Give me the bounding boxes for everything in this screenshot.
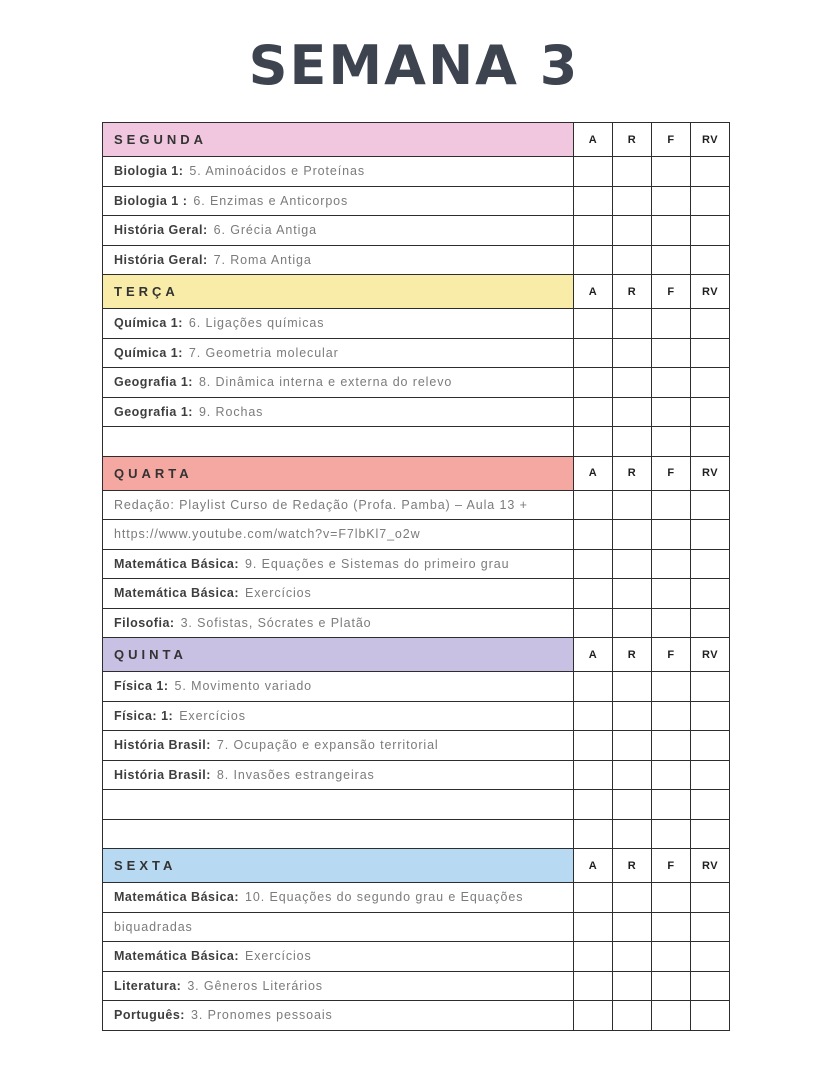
course-label: Biologia 1: <box>114 164 184 179</box>
check-cell-rv[interactable] <box>690 246 729 275</box>
check-cell-f[interactable] <box>651 491 690 520</box>
lesson-text: 9. Equações e Sistemas do primeiro grau <box>245 556 510 571</box>
check-cell-a[interactable] <box>573 761 612 790</box>
check-column-header-r: R <box>612 457 651 490</box>
check-cell-rv[interactable] <box>690 942 729 971</box>
check-cell-a[interactable] <box>573 309 612 338</box>
day-label-cell-quarta <box>103 457 573 490</box>
task-cell <box>103 761 573 790</box>
task-cell <box>103 820 573 849</box>
check-cell-f[interactable] <box>651 883 690 912</box>
lesson-text: 3. Sofistas, Sócrates e Platão <box>180 615 372 630</box>
day-header-row-segunda <box>103 123 729 157</box>
check-cell-r[interactable] <box>612 1001 651 1030</box>
check-cell-r[interactable] <box>612 609 651 638</box>
check-cell-r[interactable] <box>612 790 651 819</box>
check-column-header-rv: RV <box>690 849 729 882</box>
check-column-header-f: F <box>651 849 690 882</box>
course-label: Física 1: <box>114 679 169 694</box>
task-row <box>103 491 729 521</box>
check-cell-r[interactable] <box>612 942 651 971</box>
task-cell <box>103 579 573 608</box>
course-label: Biologia 1 : <box>114 193 188 208</box>
check-cell-rv[interactable] <box>690 309 729 338</box>
check-cell-rv[interactable] <box>690 731 729 760</box>
check-cell-f[interactable] <box>651 972 690 1001</box>
check-cell-rv[interactable] <box>690 520 729 549</box>
task-cell <box>103 520 573 549</box>
task-row <box>103 550 729 580</box>
check-cell-f[interactable] <box>651 368 690 397</box>
task-row <box>103 309 729 339</box>
check-cell-a[interactable] <box>573 157 612 186</box>
check-column-header-a: A <box>573 275 612 308</box>
check-cell-r[interactable] <box>612 972 651 1001</box>
check-cell-f[interactable] <box>651 246 690 275</box>
task-cell <box>103 187 573 216</box>
check-cell-rv[interactable] <box>690 702 729 731</box>
course-label: Português: <box>114 1008 185 1023</box>
check-cell-rv[interactable] <box>690 609 729 638</box>
task-cell <box>103 216 573 245</box>
check-cell-f[interactable] <box>651 579 690 608</box>
lesson-text: 5. Movimento variado <box>174 679 313 694</box>
check-cell-f[interactable] <box>651 790 690 819</box>
check-column-header-rv: RV <box>690 638 729 671</box>
task-cell <box>103 731 573 760</box>
check-column-header-rv: RV <box>690 457 729 490</box>
course-label: Geografia 1: <box>114 404 193 419</box>
check-cell-rv[interactable] <box>690 790 729 819</box>
check-cell-rv[interactable] <box>690 398 729 427</box>
task-row <box>103 1001 729 1030</box>
check-cell-rv[interactable] <box>690 427 729 456</box>
check-column-header-a: A <box>573 638 612 671</box>
day-label-cell-sexta <box>103 849 573 882</box>
check-cell-rv[interactable] <box>690 339 729 368</box>
task-cell <box>103 972 573 1001</box>
check-cell-a[interactable] <box>573 972 612 1001</box>
task-row <box>103 702 729 732</box>
check-cell-rv[interactable] <box>690 368 729 397</box>
lesson-text: 7. Ocupação e expansão territorial <box>216 738 439 753</box>
check-cell-r[interactable] <box>612 913 651 942</box>
task-cell <box>103 246 573 275</box>
day-label-segunda: SEGUNDA <box>114 132 208 147</box>
lesson-text: 5. Aminoácidos e Proteínas <box>189 164 365 179</box>
check-cell-r[interactable] <box>612 883 651 912</box>
day-header-row-terca <box>103 275 729 309</box>
check-cell-r[interactable] <box>612 731 651 760</box>
check-cell-f[interactable] <box>651 1001 690 1030</box>
check-cell-r[interactable] <box>612 427 651 456</box>
check-cell-f[interactable] <box>651 520 690 549</box>
check-cell-r[interactable] <box>612 761 651 790</box>
lesson-text: 6. Grécia Antiga <box>213 223 317 238</box>
check-cell-r[interactable] <box>612 520 651 549</box>
check-cell-r[interactable] <box>612 820 651 849</box>
check-cell-a[interactable] <box>573 216 612 245</box>
task-row <box>103 820 729 850</box>
lesson-text: Exercícios <box>245 586 312 601</box>
check-cell-r[interactable] <box>612 157 651 186</box>
task-row <box>103 972 729 1002</box>
lesson-text: 10. Equações do segundo grau e Equações <box>245 890 524 905</box>
check-cell-rv[interactable] <box>690 1001 729 1030</box>
day-header-row-sexta <box>103 849 729 883</box>
check-cell-f[interactable] <box>651 702 690 731</box>
task-row <box>103 246 729 276</box>
task-cell <box>103 339 573 368</box>
check-cell-f[interactable] <box>651 309 690 338</box>
task-row <box>103 339 729 369</box>
check-cell-f[interactable] <box>651 609 690 638</box>
lesson-text: biquadradas <box>114 919 193 934</box>
day-label-quinta: QUINTA <box>114 647 187 662</box>
check-cell-a[interactable] <box>573 1001 612 1030</box>
check-cell-a[interactable] <box>573 246 612 275</box>
check-cell-a[interactable] <box>573 913 612 942</box>
course-label: História Geral: <box>114 223 208 238</box>
check-column-header-a: A <box>573 457 612 490</box>
check-cell-r[interactable] <box>612 702 651 731</box>
check-cell-f[interactable] <box>651 820 690 849</box>
check-column-header-f: F <box>651 123 690 156</box>
task-row <box>103 883 729 913</box>
task-row <box>103 398 729 428</box>
check-cell-rv[interactable] <box>690 187 729 216</box>
course-label: História Brasil: <box>114 767 211 782</box>
check-cell-a[interactable] <box>573 579 612 608</box>
check-cell-a[interactable] <box>573 491 612 520</box>
check-cell-a[interactable] <box>573 427 612 456</box>
check-cell-rv[interactable] <box>690 883 729 912</box>
check-cell-rv[interactable] <box>690 157 729 186</box>
task-row <box>103 731 729 761</box>
lesson-text: 9. Rochas <box>198 404 264 419</box>
lesson-text: 6. Enzimas e Anticorpos <box>193 193 349 208</box>
task-row <box>103 672 729 702</box>
task-cell <box>103 550 573 579</box>
check-cell-r[interactable] <box>612 550 651 579</box>
lesson-text: https://www.youtube.com/watch?v=F7lbKl7_o2w <box>114 527 421 542</box>
task-row <box>103 427 729 457</box>
check-cell-a[interactable] <box>573 609 612 638</box>
course-label: Matemática Básica: <box>114 890 240 905</box>
day-header-row-quarta <box>103 457 729 491</box>
check-cell-a[interactable] <box>573 672 612 701</box>
task-row <box>103 942 729 972</box>
check-cell-a[interactable] <box>573 520 612 549</box>
check-cell-a[interactable] <box>573 942 612 971</box>
check-cell-f[interactable] <box>651 942 690 971</box>
check-cell-a[interactable] <box>573 731 612 760</box>
check-cell-rv[interactable] <box>690 672 729 701</box>
check-cell-r[interactable] <box>612 491 651 520</box>
day-label-quarta: QUARTA <box>114 465 193 481</box>
task-cell <box>103 427 573 456</box>
task-cell <box>103 157 573 186</box>
task-cell <box>103 790 573 819</box>
check-cell-f[interactable] <box>651 157 690 186</box>
check-column-header-r: R <box>612 849 651 882</box>
task-row <box>103 157 729 187</box>
day-label-sexta: SEXTA <box>114 858 177 873</box>
check-cell-r[interactable] <box>612 339 651 368</box>
check-cell-a[interactable] <box>573 339 612 368</box>
check-cell-r[interactable] <box>612 398 651 427</box>
check-cell-a[interactable] <box>573 398 612 427</box>
check-cell-f[interactable] <box>651 339 690 368</box>
check-cell-f[interactable] <box>651 187 690 216</box>
course-label: Matemática Básica: <box>114 556 240 571</box>
task-cell <box>103 913 573 942</box>
course-label: Física: 1: <box>114 708 174 723</box>
course-label: História Geral: <box>114 252 208 267</box>
task-row <box>103 216 729 246</box>
task-cell <box>103 398 573 427</box>
check-cell-rv[interactable] <box>690 820 729 849</box>
check-cell-r[interactable] <box>612 368 651 397</box>
task-cell <box>103 942 573 971</box>
check-cell-rv[interactable] <box>690 579 729 608</box>
check-cell-a[interactable] <box>573 790 612 819</box>
day-label-terca: TERÇA <box>114 284 179 299</box>
lesson-text: 8. Invasões estrangeiras <box>216 767 375 782</box>
check-cell-a[interactable] <box>573 702 612 731</box>
check-cell-f[interactable] <box>651 731 690 760</box>
check-cell-rv[interactable] <box>690 761 729 790</box>
check-column-header-r: R <box>612 638 651 671</box>
check-cell-r[interactable] <box>612 309 651 338</box>
lesson-text: Redação: Playlist Curso de Redação (Profa. Pamba) – Aula 13 + <box>114 497 528 512</box>
check-cell-f[interactable] <box>651 672 690 701</box>
task-row <box>103 609 729 639</box>
check-cell-rv[interactable] <box>690 550 729 579</box>
course-label: História Brasil: <box>114 738 211 753</box>
check-column-header-f: F <box>651 457 690 490</box>
task-cell <box>103 368 573 397</box>
page-title: SEMANA 3 <box>248 34 580 97</box>
lesson-text: 8. Dinâmica interna e externa do relevo <box>198 375 453 390</box>
task-cell <box>103 1001 573 1030</box>
day-header-row-quinta <box>103 638 729 672</box>
course-label: Matemática Básica: <box>114 586 240 601</box>
lesson-text: 3. Gêneros Literários <box>187 978 323 993</box>
check-cell-f[interactable] <box>651 550 690 579</box>
course-label: Filosofia: <box>114 615 175 630</box>
check-cell-a[interactable] <box>573 187 612 216</box>
check-cell-a[interactable] <box>573 820 612 849</box>
check-cell-r[interactable] <box>612 216 651 245</box>
check-column-header-a: A <box>573 123 612 156</box>
lesson-text: Exercícios <box>179 708 246 723</box>
task-cell <box>103 672 573 701</box>
lesson-text: Exercícios <box>245 949 312 964</box>
check-cell-r[interactable] <box>612 187 651 216</box>
check-cell-f[interactable] <box>651 427 690 456</box>
task-row <box>103 579 729 609</box>
lesson-text: 6. Ligações químicas <box>188 316 325 331</box>
check-column-header-r: R <box>612 123 651 156</box>
check-column-header-a: A <box>573 849 612 882</box>
check-cell-rv[interactable] <box>690 216 729 245</box>
task-cell <box>103 883 573 912</box>
day-label-cell-terca <box>103 275 573 308</box>
check-cell-f[interactable] <box>651 913 690 942</box>
check-cell-f[interactable] <box>651 216 690 245</box>
course-label: Geografia 1: <box>114 375 193 390</box>
check-column-header-f: F <box>651 638 690 671</box>
check-cell-rv[interactable] <box>690 913 729 942</box>
day-label-cell-quinta <box>103 638 573 671</box>
course-label: Literatura: <box>114 978 182 993</box>
check-cell-a[interactable] <box>573 368 612 397</box>
check-column-header-rv: RV <box>690 123 729 156</box>
check-column-header-r: R <box>612 275 651 308</box>
schedule-table <box>102 122 730 1031</box>
check-cell-r[interactable] <box>612 579 651 608</box>
task-cell <box>103 309 573 338</box>
day-label-cell-segunda <box>103 123 573 156</box>
check-cell-r[interactable] <box>612 246 651 275</box>
check-cell-a[interactable] <box>573 883 612 912</box>
task-cell <box>103 491 573 520</box>
course-label: Química 1: <box>114 345 183 360</box>
check-cell-r[interactable] <box>612 672 651 701</box>
check-cell-f[interactable] <box>651 761 690 790</box>
course-label: Química 1: <box>114 316 183 331</box>
check-column-header-f: F <box>651 275 690 308</box>
lesson-text: 7. Geometria molecular <box>188 345 339 360</box>
lesson-text: 3. Pronomes pessoais <box>190 1008 333 1023</box>
course-label: Matemática Básica: <box>114 949 240 964</box>
lesson-text: 7. Roma Antiga <box>213 252 312 267</box>
task-row <box>103 913 729 943</box>
check-cell-a[interactable] <box>573 550 612 579</box>
task-cell <box>103 609 573 638</box>
task-row <box>103 368 729 398</box>
check-cell-rv[interactable] <box>690 491 729 520</box>
check-cell-rv[interactable] <box>690 972 729 1001</box>
check-column-header-rv: RV <box>690 275 729 308</box>
check-cell-f[interactable] <box>651 398 690 427</box>
task-cell <box>103 702 573 731</box>
task-row <box>103 520 729 550</box>
task-row <box>103 761 729 791</box>
task-row <box>103 187 729 217</box>
task-row <box>103 790 729 820</box>
